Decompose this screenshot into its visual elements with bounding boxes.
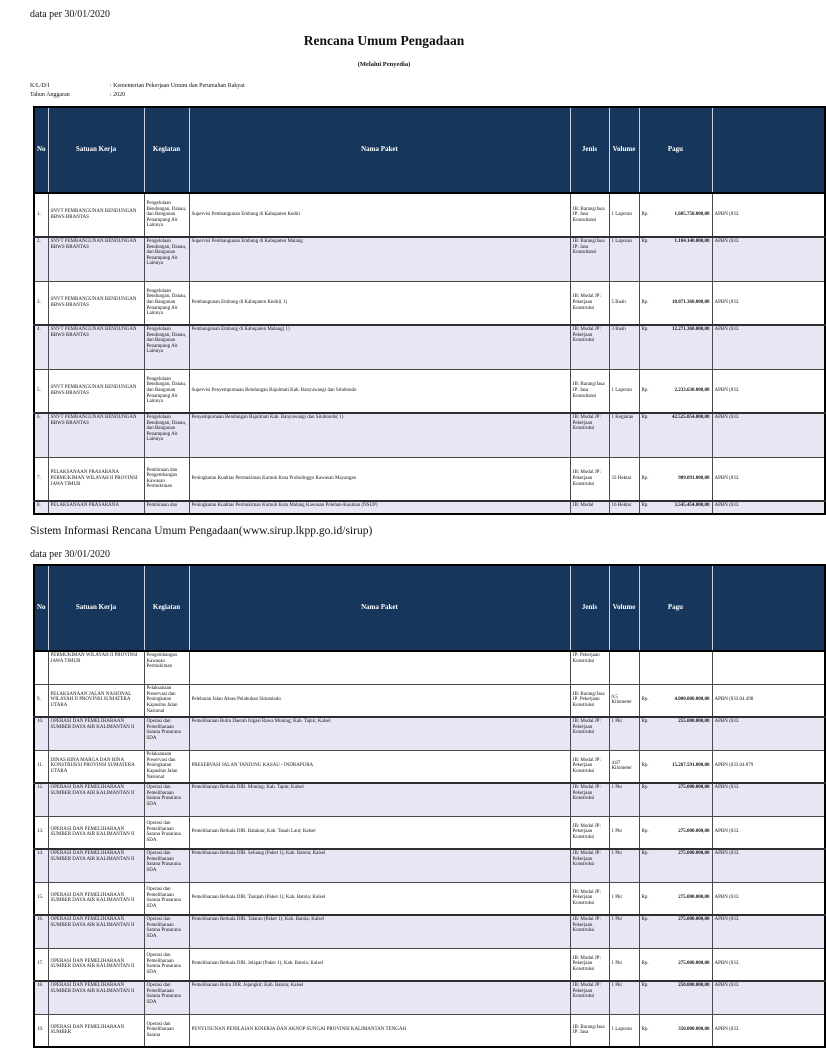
cell-jenis: JB: Modal JP: Pekerjaan Konstruksi — [570, 750, 609, 783]
cell-nama-paket: Peningkatan Kualitas Permukiman Kumuh Kota Probolinggo Kawasan Mayangan — [189, 457, 570, 501]
cell-jenis: JB: Barang/Jasa JP: Jasa Konsultansi — [570, 193, 609, 237]
cell-satuan-kerja: PERMUKIMAN WILAYAH II PROVINSI JAWA TIMUR — [48, 651, 144, 684]
pagu-amount: 275.000.000,00 — [678, 829, 710, 835]
table-row — [34, 981, 825, 1014]
table-row — [34, 413, 825, 457]
cell-sumber-dana: APBN (033. — [712, 915, 825, 948]
cell-jenis: JB: Modal JP: Pekerjaan Konstruksi — [570, 849, 609, 882]
table-row — [34, 717, 825, 750]
cell-sumber-dana: APBN (033. — [712, 882, 825, 915]
cell-jenis: JB: Modal JP: Pekerjaan Konstruksi — [570, 325, 609, 369]
currency-prefix: Rp. — [641, 327, 649, 332]
pagu-amount: 2.233.630.000,00 — [674, 387, 710, 393]
cell-sumber-dana: APBN (033. — [712, 816, 825, 849]
pagu-amount: 275.000.000,00 — [678, 785, 710, 790]
cell-volume: 1 Pkt — [609, 948, 639, 981]
cell-sumber-dana: APBN (033. — [712, 783, 825, 816]
cell-nama-paket: Pembangunan Embung di Kabupaten Kediri( 1) — [189, 281, 570, 325]
cell-pagu — [639, 948, 712, 981]
cell-nama-paket: Pemeliharaan Berkala DIR. Tanipah (Paket 1); Kab. Batola; Kalsel — [189, 882, 570, 915]
cell-nama-paket: Supervisi Pembangunan Embung di Kabupaten Malang — [189, 237, 570, 281]
cell-satuan-kerja: OPERASI DAN PEMELIHARAAN SUMBER — [48, 1014, 144, 1047]
currency-prefix: Rp. — [641, 415, 649, 420]
cell-kegiatan: Operasi dan Pemeliharaan Sarana Prasarana SDA — [144, 849, 189, 882]
cell-pagu — [639, 413, 712, 457]
currency-prefix: Rp. — [641, 299, 649, 305]
cell-pagu — [639, 882, 712, 915]
cell-jenis: JB: Barang/Jasa JP: Pekerjaan Konstruksi — [570, 684, 609, 717]
cell-pagu — [639, 193, 712, 237]
cell-kegiatan: Pengelolaan Bendungan, Danau, dan Bangunan Penampung Air Lainnya — [144, 237, 189, 281]
table-row — [34, 457, 825, 501]
table-row — [34, 501, 825, 514]
pagu-amount: 42.525.054.000,00 — [672, 415, 710, 420]
currency-prefix: Rp. — [641, 983, 649, 988]
table-row — [34, 882, 825, 915]
cell-volume: 1 Pkt — [609, 717, 639, 750]
cell-pagu — [639, 717, 712, 750]
cell-no: 8. — [34, 501, 48, 514]
cell-sumber-dana: APBN (033. — [712, 413, 825, 457]
cell-jenis: JB: Modal JP: Pekerjaan Konstruksi — [570, 981, 609, 1014]
pagu-amount: 275.000.000,00 — [678, 851, 710, 856]
cell-kegiatan: Pengelolaan Bendungan, Danau, dan Bangunan Penampung Air Lainnya — [144, 281, 189, 325]
column-header-jenis: Jenis — [570, 565, 609, 651]
cell-kegiatan: Pengelolaan Bendungan, Danau, dan Bangunan Penampung Air Lainnya — [144, 325, 189, 369]
cell-jenis: JB: Modal JP: Pekerjaan Konstruksi — [570, 915, 609, 948]
cell-pagu — [639, 1014, 712, 1047]
cell-nama-paket: Peningkatan Kualitas Permukiman Kumuh Kota Malang Kawasan Polehan-Kauman (NSUP) — [189, 501, 570, 514]
cell-satuan-kerja: SNVT PEMBANGUNAN BENDUNGAN BBWS BRANTAS — [48, 413, 144, 457]
cell-no: 5. — [34, 369, 48, 413]
cell-pagu — [639, 325, 712, 369]
cell-no: 13. — [34, 816, 48, 849]
cell-sumber-dana — [712, 651, 825, 684]
cell-pagu — [639, 783, 712, 816]
cell-kegiatan: Operasi dan Pemeliharaan Sarana Prasarana SDA — [144, 882, 189, 915]
cell-kegiatan: Operasi dan Pemeliharaan Sarana — [144, 1014, 189, 1047]
cell-no: 9. — [34, 684, 48, 717]
document-page — [0, 9, 768, 1039]
cell-satuan-kerja: OPERASI DAN PEMELIHARAAN SUMBER DAYA AIR KALIMANTAN II — [48, 915, 144, 948]
cell-kegiatan: Operasi dan Pemeliharaan Sarana Prasarana SDA — [144, 948, 189, 981]
cell-satuan-kerja: PELAKSANAAN JALAN NASIONAL WILAYAH II PROVINSI SUMATERA UTARA — [48, 684, 144, 717]
cell-kegiatan: Pelaksanaan Preservasi dan Peningkatan Kapasitas Jalan Nasional — [144, 684, 189, 717]
pagu-amount: 15.267.591.000,00 — [672, 763, 710, 769]
cell-nama-paket: Pemeliharaan Berkala DIR. Batakan; Kab. Tanah Laut; Kalsel — [189, 816, 570, 849]
currency-prefix: Rp. — [641, 895, 649, 901]
table-row — [34, 651, 825, 684]
cell-volume: 4.87 Kilometer — [609, 750, 639, 783]
cell-sumber-dana: APBN (033. — [712, 369, 825, 413]
currency-prefix: Rp. — [641, 503, 649, 508]
cell-no: 19. — [34, 1014, 48, 1047]
procurement-table-2 — [33, 564, 826, 1048]
cell-jenis: JB: Modal JP: Pekerjaan Konstruksi — [570, 948, 609, 981]
column-header-satuan-kerja: Satuan Kerja — [48, 107, 144, 193]
kldi-label: K/L/D/I — [30, 83, 50, 89]
cell-no — [34, 651, 48, 684]
cell-jenis: JB: Barang/Jasa JP: Jasa Konsultansi — [570, 369, 609, 413]
cell-kegiatan: Pembinaan dan Pengembangan Kawasan Permukiman — [144, 457, 189, 501]
table-row — [34, 849, 825, 882]
cell-nama-paket — [189, 651, 570, 684]
currency-prefix: Rp. — [641, 785, 649, 790]
cell-volume: 1 Laporan — [609, 193, 639, 237]
cell-jenis: JB: Modal JP: Pekerjaan Konstruksi — [570, 717, 609, 750]
cell-nama-paket: Pemeliharaan Rutin DIR. Jejangkit; Kab. Batola; Kalsel — [189, 981, 570, 1014]
currency-prefix: Rp. — [641, 239, 649, 244]
cell-satuan-kerja: OPERASI DAN PEMELIHARAAN SUMBER DAYA AIR KALIMANTAN II — [48, 882, 144, 915]
pagu-amount: 4.000.000.000,00 — [674, 697, 710, 703]
cell-jenis: JB: Barang/Jasa JP: Jasa — [570, 1014, 609, 1047]
cell-sumber-dana: APBN (033.04.498 — [712, 684, 825, 717]
cell-sumber-dana: APBN (033. — [712, 281, 825, 325]
cell-no: 2. — [34, 237, 48, 281]
cell-satuan-kerja: SNVT PEMBANGUNAN BENDUNGAN BBWS BRANTAS — [48, 237, 144, 281]
currency-prefix: Rp. — [641, 387, 649, 393]
cell-nama-paket: Supervisi Penyempurnaan Bendungan Bajulmati Kab. Banyuwangi dan Situbondo — [189, 369, 570, 413]
currency-prefix: Rp. — [641, 1027, 649, 1033]
cell-nama-paket: Supervisi Pembangunan Embung di Kabupaten Kediri — [189, 193, 570, 237]
pagu-amount: 275.000.000,00 — [678, 917, 710, 922]
cell-satuan-kerja: SNVT PEMBANGUNAN BENDUNGAN BBWS BRANTAS — [48, 281, 144, 325]
cell-nama-paket: Pemeliharaan Berkala DIR. Muning; Kab. Tapin; Kalsel — [189, 783, 570, 816]
pagu-amount: 12.271.360.000,00 — [672, 327, 710, 332]
cell-satuan-kerja: SNVT PEMBANGUNAN BENDUNGAN BBWS BRANTAS — [48, 369, 144, 413]
cell-volume: 1 Pkt — [609, 882, 639, 915]
column-header-no: No — [34, 107, 48, 193]
table-row — [34, 325, 825, 369]
cell-satuan-kerja: PELAKSANAAN PRASARANA PERMUKIMAN WILAYAH II PROVINSI JAWA TIMUR — [48, 457, 144, 501]
column-header-no: No — [34, 565, 48, 651]
table-row — [34, 684, 825, 717]
cell-no: 18. — [34, 981, 48, 1014]
column-header-volume: Volume — [609, 107, 639, 193]
cell-nama-paket: Pemeliharaan Berkala DIR. Talaran (Paket 1); Kab. Batola; Kalsel — [189, 915, 570, 948]
cell-volume: 1 Kegiatan — [609, 413, 639, 457]
column-header-nama-paket: Nama Paket — [189, 107, 570, 193]
cell-no: 3. — [34, 281, 48, 325]
cell-satuan-kerja: OPERASI DAN PEMELIHARAAN SUMBER DAYA AIR KALIMANTAN II — [48, 816, 144, 849]
cell-volume: 1 Pkt — [609, 783, 639, 816]
data-per-label-bottom: data per 30/01/2020 — [30, 549, 110, 560]
currency-prefix: Rp. — [641, 697, 649, 703]
table-row — [34, 237, 825, 281]
cell-no: 1. — [34, 193, 48, 237]
cell-no: 7. — [34, 457, 48, 501]
cell-pagu — [639, 816, 712, 849]
cell-kegiatan: Operasi dan Pemeliharaan Sarana Prasarana SDA — [144, 816, 189, 849]
table-row — [34, 948, 825, 981]
cell-pagu — [639, 750, 712, 783]
table-row — [34, 1014, 825, 1047]
cell-pagu — [639, 684, 712, 717]
cell-volume: 1 Pkt — [609, 981, 639, 1014]
cell-pagu — [639, 457, 712, 501]
cell-kegiatan: Operasi dan Pemeliharaan Sarana Prasarana SDA — [144, 981, 189, 1014]
cell-jenis: JB: Modal JP: Pekerjaan Konstruksi — [570, 783, 609, 816]
cell-kegiatan: Operasi dan Pemeliharaan Sarana Prasarana SDA — [144, 915, 189, 948]
cell-sumber-dana: APBN (033. — [712, 325, 825, 369]
currency-prefix: Rp. — [641, 212, 649, 218]
cell-pagu — [639, 501, 712, 514]
cell-volume: 3 Buah — [609, 325, 639, 369]
cell-sumber-dana: APBN (033. — [712, 981, 825, 1014]
cell-jenis: JB: Modal JP: Pekerjaan Konstruksi — [570, 413, 609, 457]
cell-kegiatan: Operasi dan Pemeliharaan Sarana Prasarana SDA — [144, 717, 189, 750]
cell-volume: 16 Hektar — [609, 501, 639, 514]
cell-sumber-dana: APBN (033.04.079 — [712, 750, 825, 783]
column-header-sumber-dana — [712, 565, 825, 651]
cell-no: 16. — [34, 915, 48, 948]
procurement-table-1 — [33, 106, 826, 515]
tahun-anggaran-label: Tahun Anggaran — [30, 92, 70, 98]
column-header-volume: Volume — [609, 565, 639, 651]
pagu-amount: 350.000.000,00 — [678, 1027, 710, 1033]
cell-sumber-dana: APBN (033. — [712, 501, 825, 514]
cell-pagu — [639, 237, 712, 281]
cell-no: 11. — [34, 750, 48, 783]
cell-nama-paket: Pelebaran Jalan Akses Pelabuhan Simanindo — [189, 684, 570, 717]
cell-pagu — [639, 849, 712, 882]
cell-sumber-dana: APBN (033. — [712, 193, 825, 237]
cell-volume: 1 Pkt — [609, 849, 639, 882]
column-header-pagu: Pagu — [639, 107, 712, 193]
currency-prefix: Rp. — [641, 475, 649, 481]
cell-pagu — [639, 651, 712, 684]
cell-volume: 1 Laporan — [609, 369, 639, 413]
cell-kegiatan: Pembinaan dan — [144, 501, 189, 514]
cell-volume: 1 Pkt — [609, 816, 639, 849]
cell-no: 15. — [34, 882, 48, 915]
cell-satuan-kerja: PELAKSANAAN PRASARANA — [48, 501, 144, 514]
cell-nama-paket: PRESERVASI JALAN TANJUNG KASAU - INDRAPURA — [189, 750, 570, 783]
cell-jenis: JB: Barang/Jasa JP: Jasa Konsultansi — [570, 237, 609, 281]
pagu-amount: 275.000.000,00 — [678, 961, 710, 967]
cell-jenis: JP: Pekerjaan Konstruksi — [570, 651, 609, 684]
cell-nama-paket: Penyempurnaan Bendungan Bajulmati Kab. Banyuwangi dan Situbondo( 1) — [189, 413, 570, 457]
cell-satuan-kerja: SNVT PEMBANGUNAN BENDUNGAN BBWS BRANTAS — [48, 193, 144, 237]
cell-sumber-dana: APBN (033. — [712, 457, 825, 501]
table-row — [34, 281, 825, 325]
cell-pagu — [639, 281, 712, 325]
cell-kegiatan: Pengelolaan Bendungan, Danau, dan Bangunan Penampung Air Lainnya — [144, 413, 189, 457]
cell-sumber-dana: APBN (033. — [712, 948, 825, 981]
column-header-kegiatan: Kegiatan — [144, 107, 189, 193]
cell-pagu — [639, 981, 712, 1014]
cell-volume — [609, 651, 639, 684]
cell-nama-paket: PENYUSUNAN PENILAIAN KINERJA DAN AKNOP SUNGAI PROVINSI KALIMANTAN TENGAH — [189, 1014, 570, 1047]
cell-volume: 1 Laporan — [609, 1014, 639, 1047]
cell-sumber-dana: APBN (033. — [712, 717, 825, 750]
cell-no: 4. — [34, 325, 48, 369]
cell-kegiatan: Operasi dan Pemeliharaan Sarana Prasarana SDA — [144, 783, 189, 816]
cell-sumber-dana: APBN (033. — [712, 849, 825, 882]
page-subtitle: (Melalui Penyedia) — [357, 61, 411, 68]
cell-jenis: JB: Modal JP: Pekerjaan Konstruksi — [570, 816, 609, 849]
cell-satuan-kerja: DINAS BINA MARGA DAN BINA KONSTRUKSI PROVINSI SUMATERA UTARA — [48, 750, 144, 783]
column-header-jenis: Jenis — [570, 107, 609, 193]
table-row — [34, 915, 825, 948]
cell-kegiatan: Pengelolaan Bendungan, Danau, dan Bangunan Penampung Air Lainnya — [144, 193, 189, 237]
cell-satuan-kerja: OPERASI DAN PEMELIHARAAN SUMBER DAYA AIR KALIMANTAN II — [48, 849, 144, 882]
table-row — [34, 783, 825, 816]
cell-no: 12. — [34, 783, 48, 816]
header-row — [34, 107, 825, 193]
column-header-pagu: Pagu — [639, 565, 712, 651]
table-row — [34, 193, 825, 237]
table-row — [34, 750, 825, 783]
currency-prefix: Rp. — [641, 719, 649, 724]
cell-jenis: JB: Modal JP: Pekerjaan Konstruksi — [570, 882, 609, 915]
currency-prefix: Rp. — [641, 917, 649, 922]
column-header-nama-paket: Nama Paket — [189, 565, 570, 651]
cell-volume: 0.5 Kilometer — [609, 684, 639, 717]
pagu-amount: 250.000.000,00 — [678, 983, 710, 988]
page-title: Rencana Umum Pengadaan — [303, 33, 465, 48]
pagu-amount: 275.000.000,00 — [678, 895, 710, 901]
cell-satuan-kerja: OPERASI DAN PEMELIHARAAN SUMBER DAYA AIR KALIMANTAN II — [48, 717, 144, 750]
header-row — [34, 565, 825, 651]
table-row — [34, 369, 825, 413]
cell-volume: 33 Hektar — [609, 457, 639, 501]
cell-sumber-dana: APBN (033. — [712, 1014, 825, 1047]
cell-no: 17. — [34, 948, 48, 981]
cell-jenis: JB: Modal — [570, 501, 609, 514]
currency-prefix: Rp. — [641, 851, 649, 856]
tahun-anggaran-value: : 2020 — [110, 92, 126, 98]
pagu-amount: 1.104.140.000,00 — [674, 239, 710, 244]
pagu-amount: 1.605.750.000,00 — [674, 212, 710, 218]
cell-volume: 5 Buah — [609, 281, 639, 325]
cell-no: 14. — [34, 849, 48, 882]
currency-prefix: Rp. — [641, 763, 649, 769]
kldi-value: : Kementerian Pekerjaan Umum dan Perumahan Rakyat — [110, 83, 245, 89]
cell-jenis: JB: Modal JP: Pekerjaan Konstruksi — [570, 457, 609, 501]
cell-kegiatan: Pengembangan Kawasan Permukiman — [144, 651, 189, 684]
column-header-kegiatan: Kegiatan — [144, 565, 189, 651]
cell-no: 10. — [34, 717, 48, 750]
cell-satuan-kerja: OPERASI DAN PEMELIHARAAN SUMBER DAYA AIR KALIMANTAN II — [48, 948, 144, 981]
pagu-amount: 18.071.360.000,00 — [672, 299, 710, 305]
cell-volume: 1 Pkt — [609, 915, 639, 948]
table-row — [34, 816, 825, 849]
cell-satuan-kerja: OPERASI DAN PEMELIHARAAN SUMBER DAYA AIR KALIMANTAN II — [48, 783, 144, 816]
pagu-amount: 255.000.000,00 — [678, 719, 710, 724]
sirup-system-title: Sistem Informasi Rencana Umum Pengadaan(www.sirup.lkpp.go.id/sirup) — [30, 525, 373, 537]
cell-no: 6. — [34, 413, 48, 457]
column-header-sumber-dana — [712, 107, 825, 193]
column-header-satuan-kerja: Satuan Kerja — [48, 565, 144, 651]
cell-pagu — [639, 369, 712, 413]
cell-nama-paket: Pembangunan Embung di Kabupaten Malang( 1) — [189, 325, 570, 369]
cell-volume: 1 Laporan — [609, 237, 639, 281]
cell-sumber-dana: APBN (033. — [712, 237, 825, 281]
currency-prefix: Rp. — [641, 829, 649, 835]
cell-nama-paket: Pemeliharaan Rutin Daerah Irigasi Rawa Muning; Kab. Tapin; Kalsel — [189, 717, 570, 750]
data-per-label-top: data per 30/01/2020 — [30, 9, 110, 20]
currency-prefix: Rp. — [641, 961, 649, 967]
pagu-amount: 909.091.000,00 — [678, 475, 710, 481]
cell-jenis: JB: Modal JP: Pekerjaan Konstruksi — [570, 281, 609, 325]
cell-kegiatan: Pengelolaan Bendungan, Danau, dan Bangunan Penampung Air Lainnya — [144, 369, 189, 413]
cell-satuan-kerja: SNVT PEMBANGUNAN BENDUNGAN BBWS BRANTAS — [48, 325, 144, 369]
cell-kegiatan: Pelaksanaan Preservasi dan Peningkatan Kapasitas Jalan Nasional — [144, 750, 189, 783]
document-meta — [30, 82, 768, 100]
cell-satuan-kerja: OPERASI DAN PEMELIHARAAN SUMBER DAYA AIR KALIMANTAN II — [48, 981, 144, 1014]
cell-pagu — [639, 915, 712, 948]
cell-nama-paket: Pemeliharaan Berkala DIR. Jelapat (Paket 1); Kab. Batola; Kalsel — [189, 948, 570, 981]
pagu-amount: 3.545.454.000,00 — [674, 503, 710, 508]
cell-nama-paket: Pemeliharaan Berkala DIR. Seluang (Paket 1); Kab. Batola; Kalsel — [189, 849, 570, 882]
